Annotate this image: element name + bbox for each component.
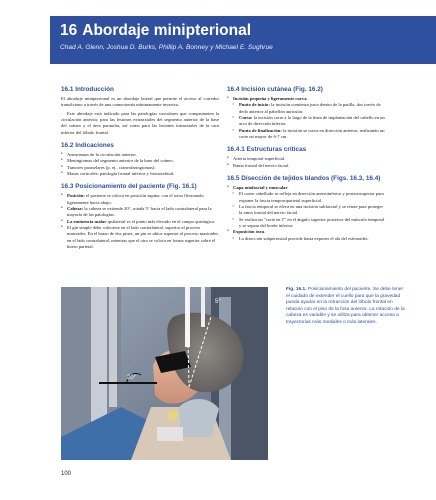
positioning-photo — [61, 287, 268, 460]
chapter-header — [50, 16, 436, 64]
item-text: el paciente se coloca en posición supina, con el torso flexionado ligeramente hacia abajo. — [67, 193, 204, 205]
section-introduction — [61, 86, 219, 136]
section-dissection — [227, 175, 387, 242]
item-label: Exposición ósea — [233, 229, 265, 235]
item-text: la incisión corre a lo largo de la línea de implantación del cabello en un arco de dirección inferior. — [239, 114, 385, 127]
paragraph: Este abordaje está indicado para las patologías vasculares que comprometen la circulación anterior, para las lesiones extraaxiales del segmento anterior de la base del cráneo y el área paraselar, así como para las lesiones intraaxiales de la cara inferior del lóbulo frontal. — [61, 110, 219, 135]
indications-list — [61, 152, 219, 177]
sub-list-item — [227, 102, 387, 115]
item-text: . — [306, 96, 308, 101]
item-text: la incisión se curva en dirección anterior, realizando un corte no mayor de 6-7 cm. — [239, 127, 385, 139]
chapter-authors: Chad A. Glenn, Joshua D. Burks, Phillip A. Bonney y Michael E. Sughrue — [60, 44, 273, 51]
paragraph: El abordaje minipterional es un abordaje lateral que permite el acceso al corredor transilviano a través de una craneotomía mínimamente invasiva. — [61, 96, 219, 108]
item-text: la incisión comienza justo dentro de la patilla, dos través de dedo anterior al pabellón auricular. — [239, 102, 381, 114]
item-label: Incisión pequeña y ligeramente curva — [233, 96, 307, 101]
sub-list-item: ○ El cuero cabelludo se refleja en dirección anteroinferior y posterosuperior para exponer la fascia temporoparietal superficial. — [227, 191, 387, 204]
left-column — [61, 86, 219, 256]
list-item: • Meningiomas del segmento anterior de la base del cráneo. — [61, 158, 219, 164]
section-heading: 16.3 Posicionamiento del paciente (Fig. 16.1) — [61, 183, 197, 191]
item-text: El gin simple debe colocarse en el lado contralateral, superior al proceso mastoides. En el brazo de dos pines, un pin se ubica superior al proceso mastoides en el lado contralateral, mientras que el otro se coloca en forma superior sobre el hueso parietal. — [67, 224, 219, 249]
item-label: Cabeza: — [67, 205, 84, 211]
chapter-title-text: Abordaje minipterional — [82, 22, 252, 39]
section-heading: 16.4.1 Estructuras críticas — [227, 146, 307, 154]
item-label: Curso: — [239, 114, 253, 120]
list-item — [61, 206, 219, 219]
item-text: . — [264, 229, 266, 235]
list-item: • Tumores paraselares (p. ej., craneofaringiomas). — [61, 165, 219, 171]
list-item: • Arteria temporal superficial. — [227, 156, 387, 162]
chapter-title — [60, 22, 251, 40]
item-label: Punto de inicio: — [239, 102, 270, 108]
list-item: • Rama frontal del nervio facial. — [227, 163, 387, 169]
section-critical-structures — [227, 146, 387, 169]
section-positioning — [61, 183, 219, 250]
sub-list-item — [227, 115, 387, 128]
list-item — [61, 193, 219, 206]
right-column — [227, 86, 387, 248]
incision-list — [227, 96, 387, 140]
item-text: ipsilateral es el punto más elevado en el campo quirúrgico. — [107, 218, 216, 224]
list-item: • Aneurismas de la circulación anterior. — [61, 152, 219, 158]
item-label: Posición: — [67, 193, 85, 199]
critical-list — [227, 156, 387, 169]
section-heading: 16.2 Indicaciones — [61, 141, 114, 149]
dissection-list — [227, 185, 387, 242]
item-label: Punto de finalización: — [239, 127, 282, 133]
list-item: • Masas corticales: patología frontal inferior y frontoorbital. — [61, 171, 219, 177]
sub-list-item: ○ Se realiza un "corte en T" en el ángulo superior posterior del músculo temporal y se separa del borde inferior. — [227, 217, 387, 230]
item-label: La eminencia malar — [67, 218, 107, 224]
page-number: 100 — [61, 471, 72, 477]
sub-list-item: ○ La fascia temporal se eleva en una incisión subfascial y se retrae para proteger la rama frontal del nervio facial. — [227, 204, 387, 217]
figure-label-20-degrees: 20° — [127, 375, 137, 381]
item-label: Capa miofascial y muscular — [233, 184, 288, 190]
figure-patient-positioning — [61, 287, 268, 460]
figure-caption — [286, 287, 408, 327]
caption-label: Fig. 16.1. — [286, 287, 307, 292]
item-text: . — [287, 184, 289, 190]
item-text: la cabeza se extiende 20°, rotada 5° hacia el lado contralateral para la mayoría de las patologías. — [67, 205, 212, 218]
caption-text: Posicionamiento del paciente. Se debe tener el cuidado de extender el cuello para que la gravedad pueda ayudar en la retracción del lóbulo frontal en relación con el piso de la fosa anterior. La rotación de la cabeza es variable y se utiliza para obtener acceso a trayectorias más mediales o más laterales. — [286, 287, 405, 326]
sub-list-item: ○ La disección subperiostial procede hasta exponer el ala del esfenoides. — [227, 236, 387, 242]
figure-label-5-degrees: 5° — [215, 299, 221, 305]
section-heading: 16.4 Incisión cutánea (Fig. 16.2) — [227, 86, 323, 93]
sub-list-item — [227, 128, 387, 141]
section-heading: 16.5 Disección de tejidos blandos (Figs. 16.3, 16.4) — [227, 174, 381, 182]
section-heading: 16.1 Introducción — [61, 86, 114, 93]
positioning-list — [61, 193, 219, 250]
list-item — [61, 225, 219, 250]
chapter-number: 16 — [60, 22, 78, 39]
section-indications — [61, 142, 219, 177]
section-incision — [227, 86, 387, 140]
